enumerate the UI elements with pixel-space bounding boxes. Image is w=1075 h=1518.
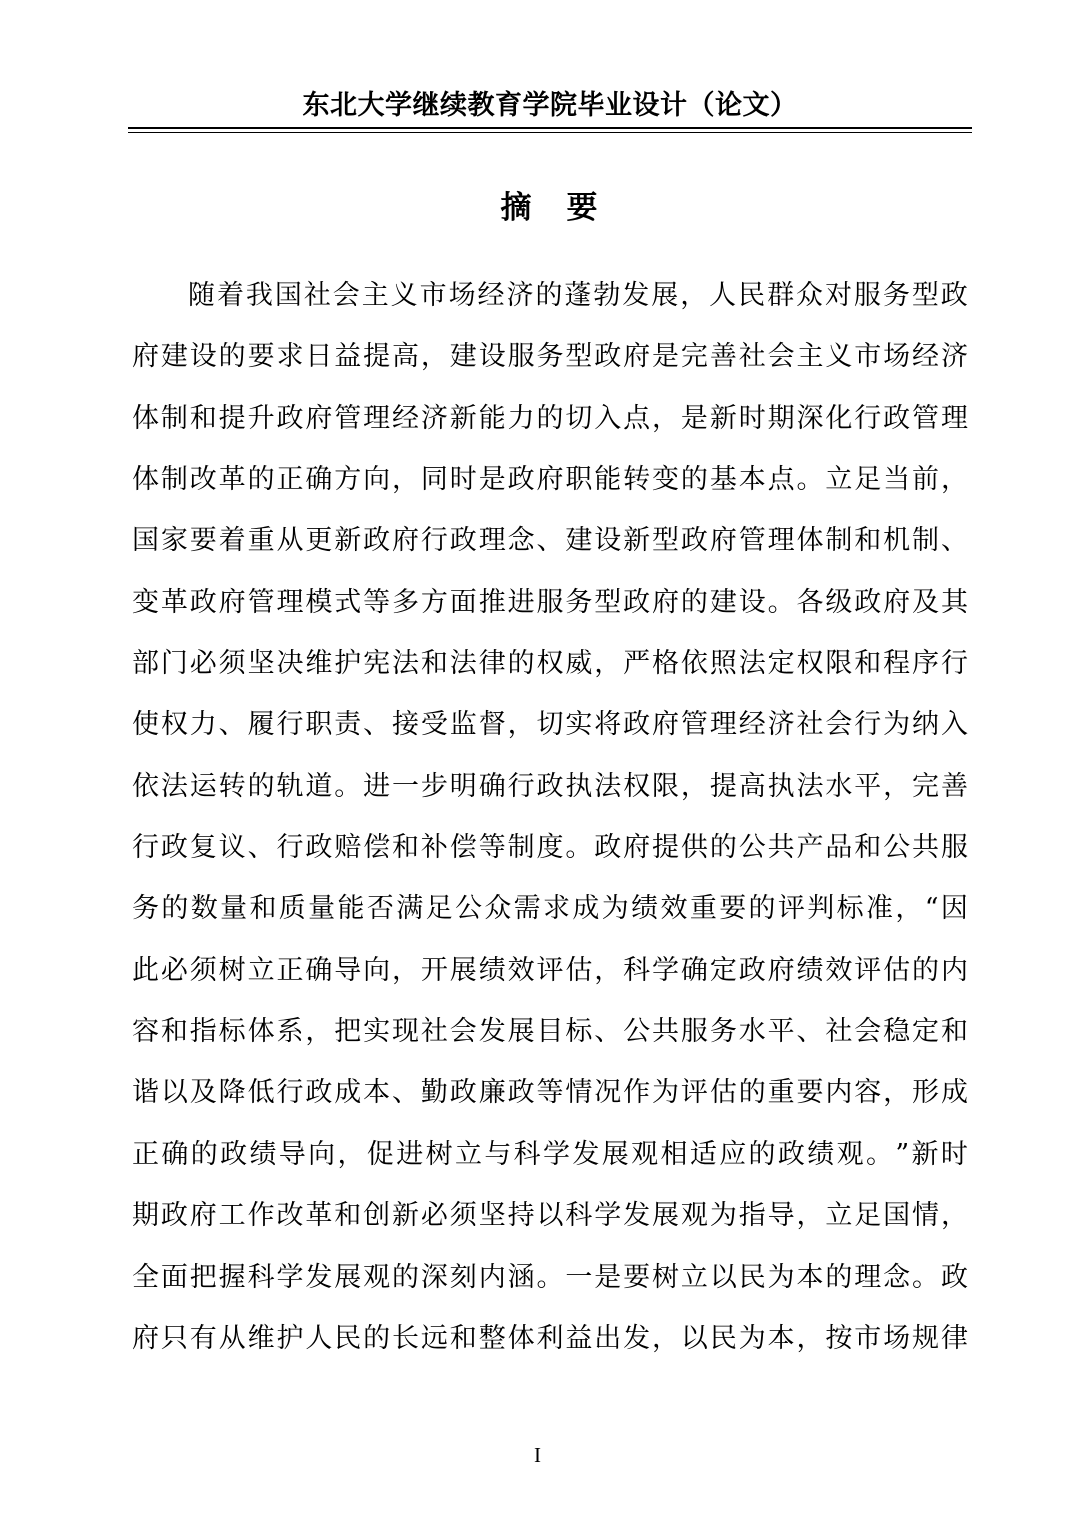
abstract-line: 此 必 须 树 立 正 确 导 向 ， 开 展 绩 效 评 估 ， 科 学 确 定 政 府 绩 效 评 估 的 内 <box>132 954 968 986</box>
abstract-line: 容 和 指 标 体 系 ， 把 实 现 社 会 发 展 目 标 、 公 共 服 务 水 平 、 社 会 稳 定 和 <box>132 1016 968 1048</box>
abstract-line: 国 家 要 着 重 从 更 新 政 府 行 政 理 念 、 建 设 新 型 政 府 管 理 体 制 和 机 制 、 <box>132 525 968 557</box>
page-number: I <box>534 1443 541 1467</box>
running-header: 东北大学继续教育学院毕业设计（论文） <box>302 90 798 121</box>
abstract-line: 期 政 府 工 作 改 革 和 创 新 必 须 坚 持 以 科 学 发 展 观 为 指 导 ， 立 足 国 情 ， <box>132 1200 968 1232</box>
abstract-line: 变 革 政 府 管 理 模 式 等 多 方 面 推 进 服 务 型 政 府 的 建 设 。 各 级 政 府 及 其 <box>132 586 968 618</box>
abstract-line: 全 面 把 握 科 学 发 展 观 的 深 刻 内 涵 。 一 是 要 树 立 以 民 为 本 的 理 念 。 政 <box>132 1261 968 1293</box>
abstract-line: 府 建 设 的 要 求 日 益 提 高 ， 建 设 服 务 型 政 府 是 完 善 社 会 主 义 市 场 经 济 <box>132 341 968 373</box>
abstract-title: 摘 要 <box>500 190 600 226</box>
abstract-line: 部 门 必 须 坚 决 维 护 宪 法 和 法 律 的 权 威 ， 严 格 依 照 法 定 权 限 和 程 序 行 <box>132 648 968 680</box>
abstract-paragraph <box>132 276 968 1380</box>
abstract-line: 体 制 和 提 升 政 府 管 理 经 济 新 能 力 的 切 入 点 ， 是 新 时 期 深 化 行 政 管 理 <box>132 402 968 434</box>
abstract-line: 谐 以 及 降 低 行 政 成 本 、 勤 政 廉 政 等 情 况 作 为 评 估 的 重 要 内 容 ， 形 成 <box>132 1077 968 1109</box>
abstract-line: 务 的 数 量 和 质 量 能 否 满 足 公 众 需 求 成 为 绩 效 重 要 的 评 判 标 准 ， “ 因 <box>132 893 968 925</box>
abstract-line: 随 着 我 国 社 会 主 义 市 场 经 济 的 蓬 勃 发 展 ， 人 民 群 众 对 服 务 型 政 <box>188 280 968 311</box>
header-rule-thick <box>128 127 972 129</box>
abstract-line: 府 只 有 从 维 护 人 民 的 长 远 和 整 体 利 益 出 发 ， 以 民 为 本 ， 按 市 场 规 律 <box>132 1322 968 1354</box>
abstract-line: 行 政 复 议 、 行 政 赔 偿 和 补 偿 等 制 度 。 政 府 提 供 的 公 共 产 品 和 公 共 服 <box>132 832 968 864</box>
abstract-line: 体 制 改 革 的 正 确 方 向 ， 同 时 是 政 府 职 能 转 变 的 基 本 点 。 立 足 当 前 ， <box>132 464 968 496</box>
header-rule-thin <box>128 132 972 133</box>
abstract-line: 使 权 力 、 履 行 职 责 、 接 受 监 督 ， 切 实 将 政 府 管 理 经 济 社 会 行 为 纳 入 <box>132 709 968 741</box>
abstract-line: 正 确 的 政 绩 导 向 ， 促 进 树 立 与 科 学 发 展 观 相 适 应 的 政 绩 观 。 ” 新 时 <box>132 1138 968 1170</box>
abstract-line: 依 法 运 转 的 轨 道 。 进 一 步 明 确 行 政 执 法 权 限 ， 提 高 执 法 水 平 ， 完 善 <box>132 770 968 802</box>
